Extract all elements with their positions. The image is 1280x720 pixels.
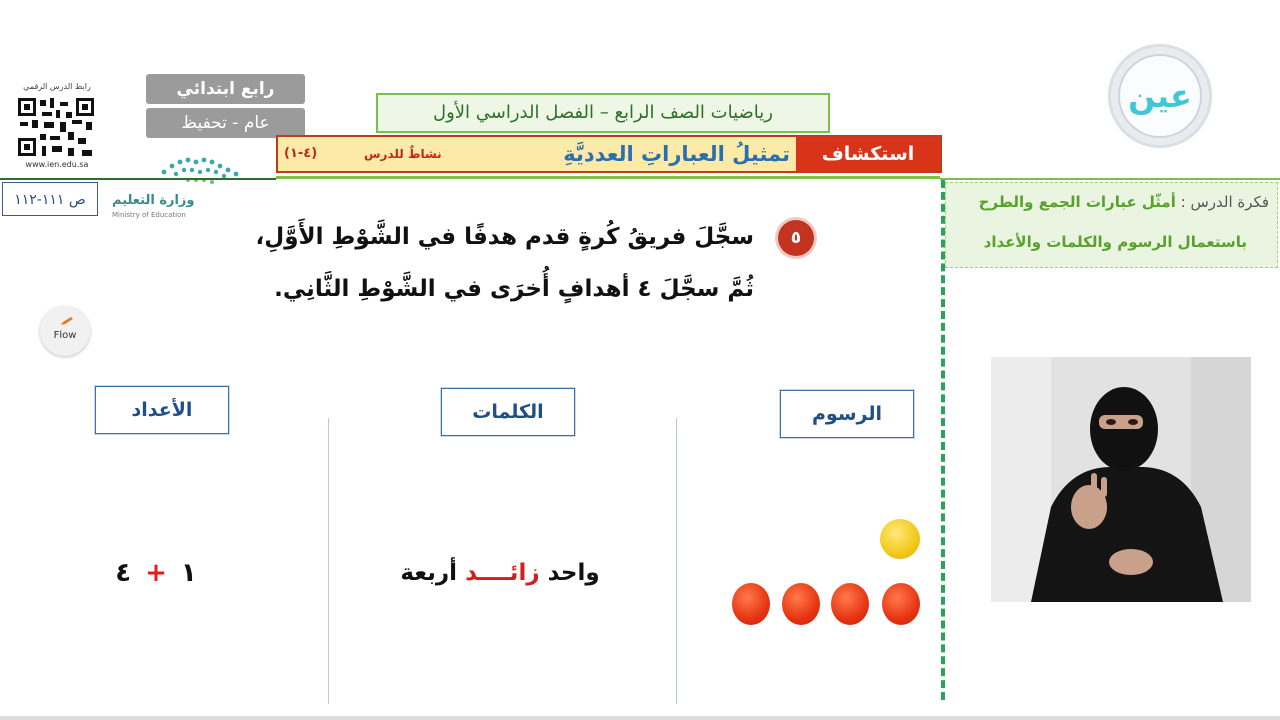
explore-label: استكشاف — [796, 137, 940, 171]
ministry-logo-icon — [154, 152, 246, 188]
ain-logo-text: عين — [1118, 54, 1202, 138]
page-range: ص ١١١-١١٢ — [2, 182, 98, 216]
red-ball-icon — [732, 583, 770, 625]
red-ball-icon — [831, 583, 869, 625]
word-plus: زائــــد — [465, 560, 540, 586]
header-rule — [276, 176, 940, 179]
pencil-icon — [60, 316, 74, 326]
column-divider — [676, 418, 677, 704]
qr-caption: رابط الدرس الرقمي — [23, 82, 91, 91]
drawings-column-header: الرسوم — [780, 390, 914, 438]
right-header-rule — [940, 178, 1280, 180]
lesson-idea-panel — [945, 182, 1278, 268]
lesson-title: تمثيلُ العباراتِ العدديَّةِ — [563, 142, 790, 166]
numbers-right: ٤ — [115, 558, 132, 588]
bottom-bar — [0, 716, 1280, 720]
ministry-name-ar: وزارة التعليم — [112, 193, 195, 208]
words-expression — [380, 560, 620, 586]
subject-title: رياضيات الصف الرابع – الفصل الدراسي الأول — [376, 93, 830, 133]
words-column-header: الكلمات — [441, 388, 575, 436]
numbers-left: ١ — [180, 558, 197, 588]
lesson-idea-label: فكرة الدرس : — [1180, 193, 1269, 211]
ain-logo-icon — [1108, 44, 1212, 148]
panel-divider — [941, 180, 945, 700]
red-ball-icon — [782, 583, 820, 625]
flow-button[interactable] — [40, 306, 90, 356]
lesson-idea-line1 — [979, 193, 1269, 211]
red-ball-icon — [882, 583, 920, 625]
track-badge: عام - تحفيظ — [146, 108, 305, 138]
problem-line2: ثُمَّ سجَّلَ ٤ أهدافٍ أُخرَى في الشَّوْطِ الثَّانِي. — [274, 276, 754, 302]
problem-text — [234, 222, 754, 304]
qr-code-icon[interactable] — [16, 96, 96, 158]
flow-label: Flow — [53, 330, 77, 341]
numbers-expression — [96, 558, 216, 588]
lesson-code: (٤-١) — [284, 146, 318, 161]
word-left: واحد — [547, 560, 600, 586]
plus-sign: + — [145, 558, 167, 588]
problem-number: ٥ — [778, 220, 814, 256]
lesson-idea-text: أمثّل عبارات الجمع والطرح — [978, 193, 1176, 211]
grade-badge: رابع ابتدائي — [146, 74, 305, 104]
lesson-activity: نشاطٌ للدرس — [364, 147, 442, 161]
site-url[interactable]: www.ien.edu.sa — [25, 160, 89, 169]
sign-language-video[interactable] — [991, 357, 1251, 602]
word-right: أربعة — [400, 560, 458, 586]
lesson-idea-line2: باستعمال الرسوم والكلمات والأعداد — [983, 233, 1247, 251]
problem-line1: سجَّلَ فريقُ كُرةٍ قدم هدفًا في الشَّوْطِ الأَوَّلِ، — [255, 224, 754, 250]
ministry-name-en: Ministry of Education — [112, 211, 186, 219]
column-divider — [328, 418, 329, 704]
numbers-column-header: الأعداد — [95, 386, 229, 434]
left-divider — [0, 178, 276, 180]
yellow-ball-icon — [880, 519, 920, 559]
lesson-bar — [276, 135, 942, 173]
